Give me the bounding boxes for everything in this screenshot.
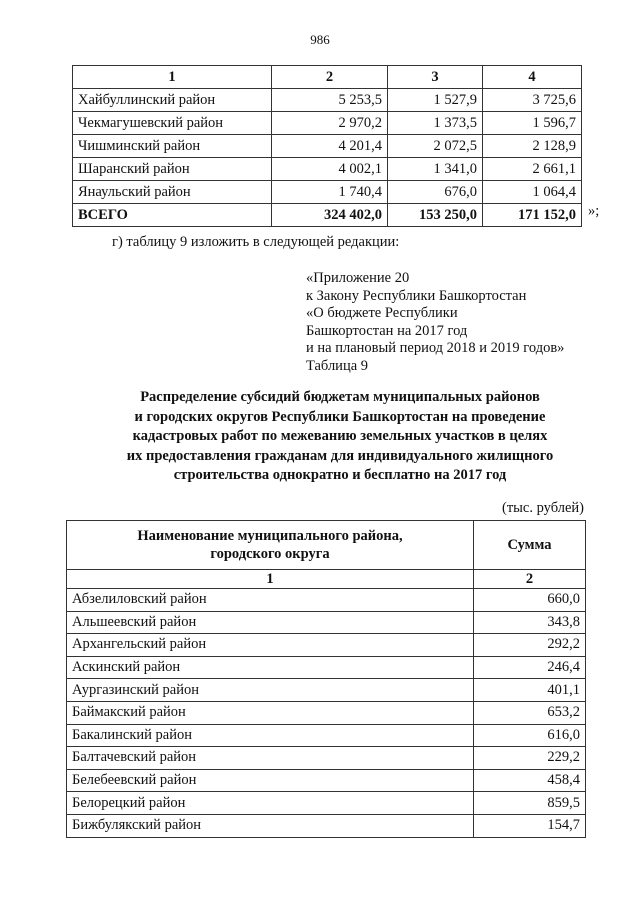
district-name: Альшеевский район bbox=[67, 611, 474, 634]
value-cell: 2 128,9 bbox=[483, 135, 582, 158]
appendix-line: «О бюджете Республики bbox=[306, 305, 458, 321]
header-cell: 1 bbox=[73, 66, 272, 89]
total-label: ВСЕГО bbox=[73, 204, 272, 227]
closing-quote: »; bbox=[588, 203, 600, 219]
value-cell: 2 072,5 bbox=[388, 135, 483, 158]
district-name: Янаульский район bbox=[73, 181, 272, 204]
sum-cell: 401,1 bbox=[474, 679, 586, 702]
appendix-line: «Приложение 20 bbox=[306, 270, 410, 286]
value-cell: 4 201,4 bbox=[272, 135, 388, 158]
table-row bbox=[67, 792, 586, 815]
sum-cell: 458,4 bbox=[474, 769, 586, 792]
table-row bbox=[67, 814, 586, 837]
district-name: Чекмагушевский район bbox=[73, 112, 272, 135]
table-row bbox=[67, 747, 586, 770]
header-name bbox=[67, 521, 474, 570]
sum-cell: 292,2 bbox=[474, 634, 586, 657]
district-name: Шаранский район bbox=[73, 158, 272, 181]
value-cell: 5 253,5 bbox=[272, 89, 388, 112]
header-name-line: Наименование муниципального района, bbox=[137, 528, 403, 544]
title-line: строительства однократно и бесплатно на 2017 год bbox=[173, 467, 507, 483]
appendix-reference bbox=[306, 270, 564, 375]
header-cell: 4 bbox=[483, 66, 582, 89]
value-cell: 676,0 bbox=[388, 181, 483, 204]
appendix-line: Башкортостан на 2017 год bbox=[306, 322, 468, 339]
table-title bbox=[80, 388, 600, 486]
table-row bbox=[67, 679, 586, 702]
district-name: Архангельский район bbox=[67, 634, 474, 657]
units-label: (тыс. рублей) bbox=[502, 500, 584, 516]
district-name: Белебеевский район bbox=[67, 769, 474, 792]
table-row bbox=[67, 634, 586, 657]
table-header-row bbox=[73, 66, 582, 89]
district-name: Чишминский район bbox=[73, 135, 272, 158]
appendix-line: к Закону Республики Башкортостан bbox=[306, 287, 527, 304]
sum-cell: 343,8 bbox=[474, 611, 586, 634]
subsidy-table bbox=[66, 520, 586, 838]
appendix-line: и на плановый период 2018 и 2019 годов» bbox=[306, 340, 565, 356]
district-name: Хайбуллинский район bbox=[73, 89, 272, 112]
header-cell: 3 bbox=[388, 66, 483, 89]
total-cell: 171 152,0 bbox=[483, 204, 582, 227]
value-cell: 1 373,5 bbox=[388, 112, 483, 135]
title-line: Распределение субсидий бюджетам муниципальных районов bbox=[140, 389, 540, 405]
total-cell: 153 250,0 bbox=[388, 204, 483, 227]
district-name: Баймакский район bbox=[67, 701, 474, 724]
instruction-text: г) таблицу 9 изложить в следующей редакции: bbox=[112, 234, 400, 250]
district-name: Аскинский район bbox=[67, 656, 474, 679]
sum-cell: 154,7 bbox=[474, 814, 586, 837]
total-cell: 324 402,0 bbox=[272, 204, 388, 227]
sum-cell: 660,0 bbox=[474, 589, 586, 612]
value-cell: 1 740,4 bbox=[272, 181, 388, 204]
table-row bbox=[73, 112, 582, 135]
district-name: Бижбулякский район bbox=[67, 814, 474, 837]
appendix-line: Таблица 9 bbox=[306, 357, 369, 374]
district-name: Балтачевский район bbox=[67, 747, 474, 770]
header-sum: Сумма bbox=[474, 521, 586, 570]
district-name: Абзелиловский район bbox=[67, 589, 474, 612]
table-row bbox=[73, 89, 582, 112]
sum-cell: 246,4 bbox=[474, 656, 586, 679]
table-row bbox=[67, 656, 586, 679]
column-number: 1 bbox=[67, 570, 474, 589]
table-header-row bbox=[67, 521, 586, 570]
sum-cell: 229,2 bbox=[474, 747, 586, 770]
district-name: Аургазинский район bbox=[67, 679, 474, 702]
total-row bbox=[73, 204, 582, 227]
column-number-row bbox=[67, 570, 586, 589]
sum-cell: 616,0 bbox=[474, 724, 586, 747]
sum-cell: 653,2 bbox=[474, 701, 586, 724]
table-row bbox=[73, 181, 582, 204]
value-cell: 2 970,2 bbox=[272, 112, 388, 135]
value-cell: 1 527,9 bbox=[388, 89, 483, 112]
header-name-line: городского округа bbox=[210, 546, 330, 562]
column-number: 2 bbox=[474, 570, 586, 589]
table-row bbox=[67, 769, 586, 792]
table-row bbox=[67, 724, 586, 747]
district-name: Белорецкий район bbox=[67, 792, 474, 815]
table-row bbox=[73, 135, 582, 158]
header-cell: 2 bbox=[272, 66, 388, 89]
budget-table-continuation bbox=[72, 65, 582, 227]
value-cell: 1 596,7 bbox=[483, 112, 582, 135]
table-row bbox=[67, 589, 586, 612]
table-row bbox=[67, 611, 586, 634]
value-cell: 4 002,1 bbox=[272, 158, 388, 181]
value-cell: 2 661,1 bbox=[483, 158, 582, 181]
value-cell: 1 064,4 bbox=[483, 181, 582, 204]
page-number: 986 bbox=[310, 32, 330, 47]
title-line: и городских округов Республики Башкортостан на проведение bbox=[134, 408, 546, 425]
value-cell: 3 725,6 bbox=[483, 89, 582, 112]
table-row bbox=[67, 701, 586, 724]
table-row bbox=[73, 158, 582, 181]
district-name: Бакалинский район bbox=[67, 724, 474, 747]
title-line: кадастровых работ по межеванию земельных участков в целях bbox=[132, 428, 548, 444]
sum-cell: 859,5 bbox=[474, 792, 586, 815]
title-line: их предоставления гражданам для индивидуального жилищного bbox=[126, 447, 554, 464]
value-cell: 1 341,0 bbox=[388, 158, 483, 181]
